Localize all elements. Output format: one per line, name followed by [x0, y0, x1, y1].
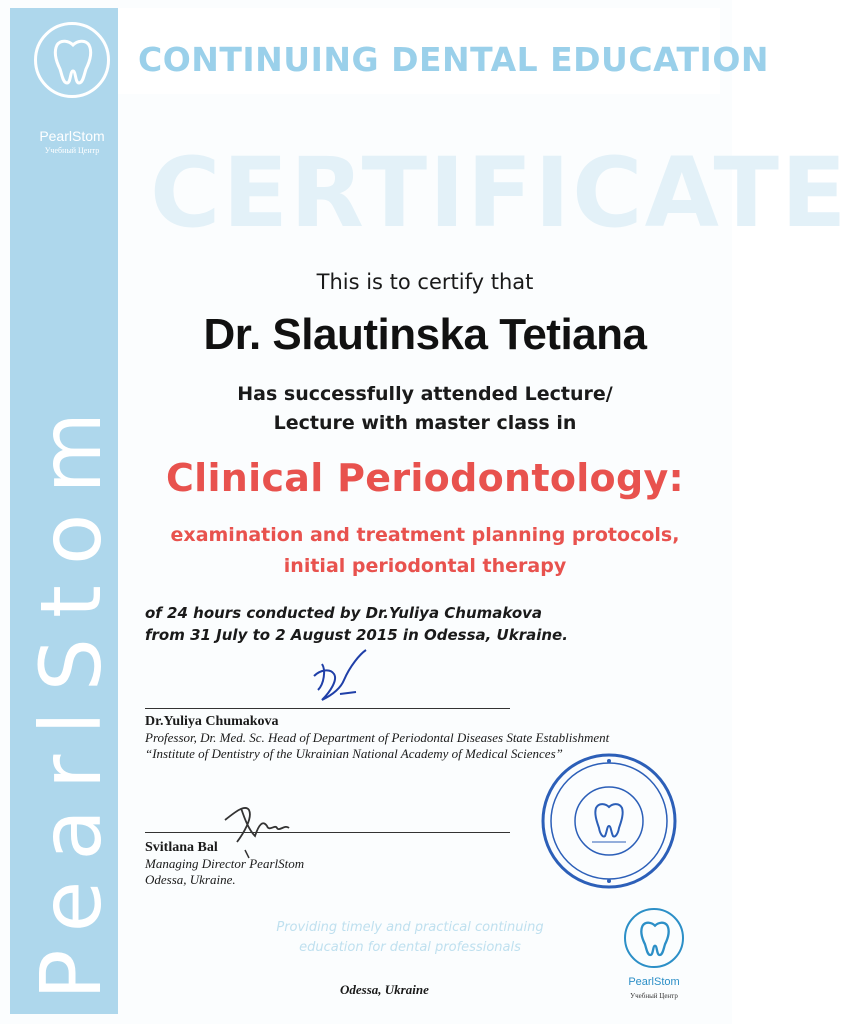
certify-intro: This is to certify that	[316, 270, 534, 294]
attended-line-1: Has successfully attended Lecture/	[237, 383, 613, 405]
signer-2	[145, 840, 304, 888]
signature-line-2	[145, 832, 510, 833]
pearlstom-logo-top	[24, 22, 120, 162]
tagline-line-2: education for dental professionals	[299, 940, 521, 955]
recipient-name: Dr. Slautinska Tetiana	[203, 310, 647, 359]
footer-tagline	[230, 918, 590, 958]
details-line-1: of 24 hours conducted by Dr.Yuliya Chumakova	[145, 604, 543, 622]
signature-chumakova	[300, 640, 380, 712]
details-line-2: from 31 July to 2 August 2015 in Odessa, Ukraine.	[145, 626, 568, 644]
tagline-line-1: Providing timely and practical continuing	[276, 920, 544, 935]
logo-bottom-brand: PearlStom	[628, 976, 680, 988]
attended-line-2: Lecture with master class in	[273, 412, 577, 434]
course-subtitle	[130, 520, 720, 582]
signer-1-title: Professor, Dr. Med. Sc. Head of Department of Periodontal Diseases State Establishment	[145, 730, 610, 745]
course-details	[145, 602, 705, 646]
signer-1-name: Dr.Yuliya Chumakova	[145, 714, 279, 729]
course-title: Clinical Periodontology:	[165, 456, 685, 500]
logo-bottom-ring	[624, 908, 684, 968]
signer-2-name: Svitlana Bal	[145, 840, 218, 855]
signer-2-location: Odessa, Ukraine.	[145, 872, 236, 887]
signer-2-title: Managing Director PearlStom	[145, 856, 305, 871]
logo-ring	[34, 22, 110, 98]
vertical-brand-text: PearlStom	[22, 391, 120, 1000]
issue-place: Odessa, Ukraine	[340, 982, 429, 997]
certificate-watermark: CERTIFICATE	[150, 137, 849, 249]
attended-text	[130, 380, 720, 438]
signature-line-1	[145, 708, 510, 709]
tooth-logo-icon	[638, 919, 672, 957]
header-title: CONTINUING DENTAL EDUCATION	[138, 40, 770, 79]
pearlstom-logo-bottom	[618, 908, 698, 1008]
logo-bottom-subtitle: Учебный Центр	[630, 992, 678, 1000]
tooth-logo-icon	[51, 37, 95, 85]
course-subtitle-line-1: examination and treatment planning protocols,	[170, 524, 680, 546]
round-stamp	[540, 752, 678, 890]
signer-1-institution: “Institute of Dentistry of the Ukrainian National Academy of Medical Sciences”	[145, 746, 563, 761]
logo-subtitle: Учебный Центр	[44, 146, 100, 155]
logo-brand-text: PearlStom	[39, 128, 105, 144]
course-subtitle-line-2: initial periodontal therapy	[283, 555, 567, 577]
